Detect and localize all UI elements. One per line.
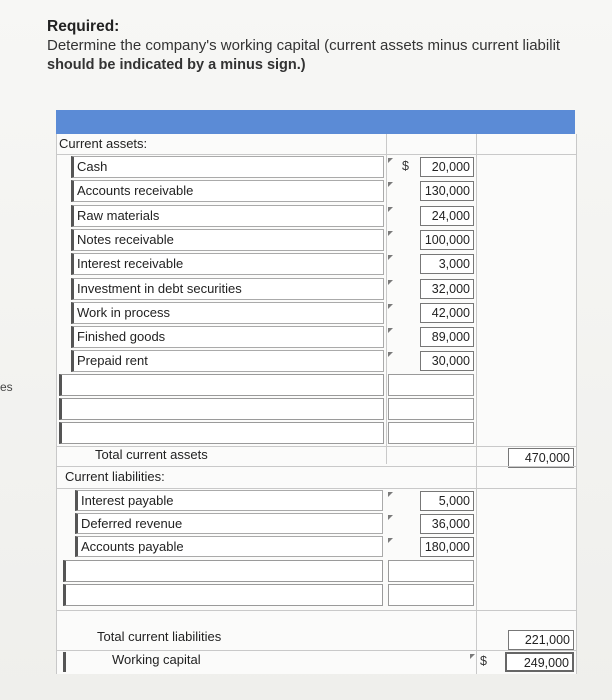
asset-label: Interest receivable — [77, 256, 184, 272]
liability-label-cell[interactable] — [75, 536, 383, 557]
asset-value-input[interactable]: 89,000 — [420, 327, 474, 347]
total-current-liabilities-label: Total current liabilities — [97, 629, 222, 644]
blank-asset-value-input[interactable] — [388, 422, 474, 444]
asset-label-cell[interactable] — [71, 350, 384, 372]
liability-label-cell[interactable] — [75, 513, 383, 534]
liability-label-cell[interactable] — [75, 490, 383, 511]
instruction-text: Determine the company's working capital (current assets minus current liabilit — [47, 37, 561, 54]
cell-marker-icon — [388, 255, 393, 260]
required-title: Required: — [47, 18, 120, 35]
liability-value-input[interactable]: 180,000 — [420, 537, 474, 557]
instruction-note: should be indicated by a minus sign.) — [47, 57, 306, 73]
asset-value-input[interactable]: 130,000 — [420, 181, 474, 201]
asset-label: Raw materials — [77, 207, 160, 223]
current-liabilities-header: Current liabilities: — [65, 469, 165, 484]
cell-marker-icon — [388, 492, 393, 497]
asset-value-input[interactable]: 100,000 — [420, 230, 474, 250]
working-capital-value[interactable]: 249,000 — [505, 652, 574, 672]
total-current-assets-value[interactable]: 470,000 — [508, 448, 574, 468]
working-capital-dollar: $ — [480, 654, 487, 668]
blank-asset-value-input[interactable] — [388, 398, 474, 420]
liability-value-input[interactable]: 5,000 — [420, 491, 474, 511]
asset-label: Notes receivable — [77, 231, 174, 247]
asset-label: Work in process — [77, 304, 170, 320]
asset-label-cell[interactable] — [71, 205, 384, 227]
liability-value-input[interactable]: 36,000 — [420, 514, 474, 534]
cell-marker-icon — [470, 654, 475, 659]
asset-label-cell[interactable] — [71, 229, 384, 251]
asset-value-input[interactable]: 24,000 — [420, 206, 474, 226]
asset-label-cell[interactable] — [71, 156, 384, 178]
asset-label: Accounts receivable — [77, 183, 194, 199]
asset-value-input[interactable]: 3,000 — [420, 254, 474, 274]
liability-label: Interest payable — [81, 493, 174, 508]
asset-label-cell[interactable] — [71, 278, 384, 300]
blank-liability-value-input[interactable] — [388, 560, 474, 582]
current-assets-header: Current assets: — [59, 136, 148, 151]
cell-marker-icon — [388, 280, 393, 285]
asset-label: Finished goods — [77, 329, 166, 345]
working-capital-label: Working capital — [112, 652, 201, 667]
cell-marker-icon — [388, 207, 393, 212]
asset-label-cell[interactable] — [71, 326, 384, 348]
working-capital-label-cell — [63, 652, 383, 672]
asset-label-cell[interactable] — [71, 302, 384, 324]
cell-marker-icon — [388, 182, 393, 187]
asset-value-input[interactable]: 32,000 — [420, 279, 474, 299]
blank-liability-label-input[interactable] — [63, 584, 383, 606]
cell-marker-icon — [388, 352, 393, 357]
liability-label: Accounts payable — [81, 539, 184, 554]
liability-label: Deferred revenue — [81, 516, 183, 531]
cell-marker-icon — [388, 515, 393, 520]
cell-marker-icon — [388, 231, 393, 236]
asset-label: Cash — [77, 159, 108, 174]
blank-asset-label-input[interactable] — [59, 374, 384, 396]
total-current-assets-label: Total current assets — [95, 447, 208, 462]
cell-marker-icon — [388, 328, 393, 333]
working-capital-table — [56, 134, 577, 674]
asset-label: Investment in debt securities — [77, 280, 242, 296]
asset-value-input[interactable]: 42,000 — [420, 303, 474, 323]
table-header-bar — [56, 110, 575, 134]
blank-liability-value-input[interactable] — [388, 584, 474, 606]
cell-marker-icon — [388, 538, 393, 543]
blank-asset-label-input[interactable] — [59, 398, 384, 420]
total-current-liabilities-value[interactable]: 221,000 — [508, 630, 574, 650]
asset-value-input[interactable]: 30,000 — [420, 351, 474, 371]
asset-dollar-sign: $ — [402, 159, 409, 173]
blank-liability-label-input[interactable] — [63, 560, 383, 582]
cell-marker-icon — [388, 304, 393, 309]
cell-marker-icon — [388, 158, 393, 163]
blank-asset-label-input[interactable] — [59, 422, 384, 444]
side-fragment-text: es — [0, 380, 13, 394]
asset-label-cell[interactable] — [71, 253, 384, 275]
asset-label-cell[interactable] — [71, 180, 384, 202]
asset-label: Prepaid rent — [77, 353, 148, 369]
blank-asset-value-input[interactable] — [388, 374, 474, 396]
asset-value-input[interactable]: 20,000 — [420, 157, 474, 177]
